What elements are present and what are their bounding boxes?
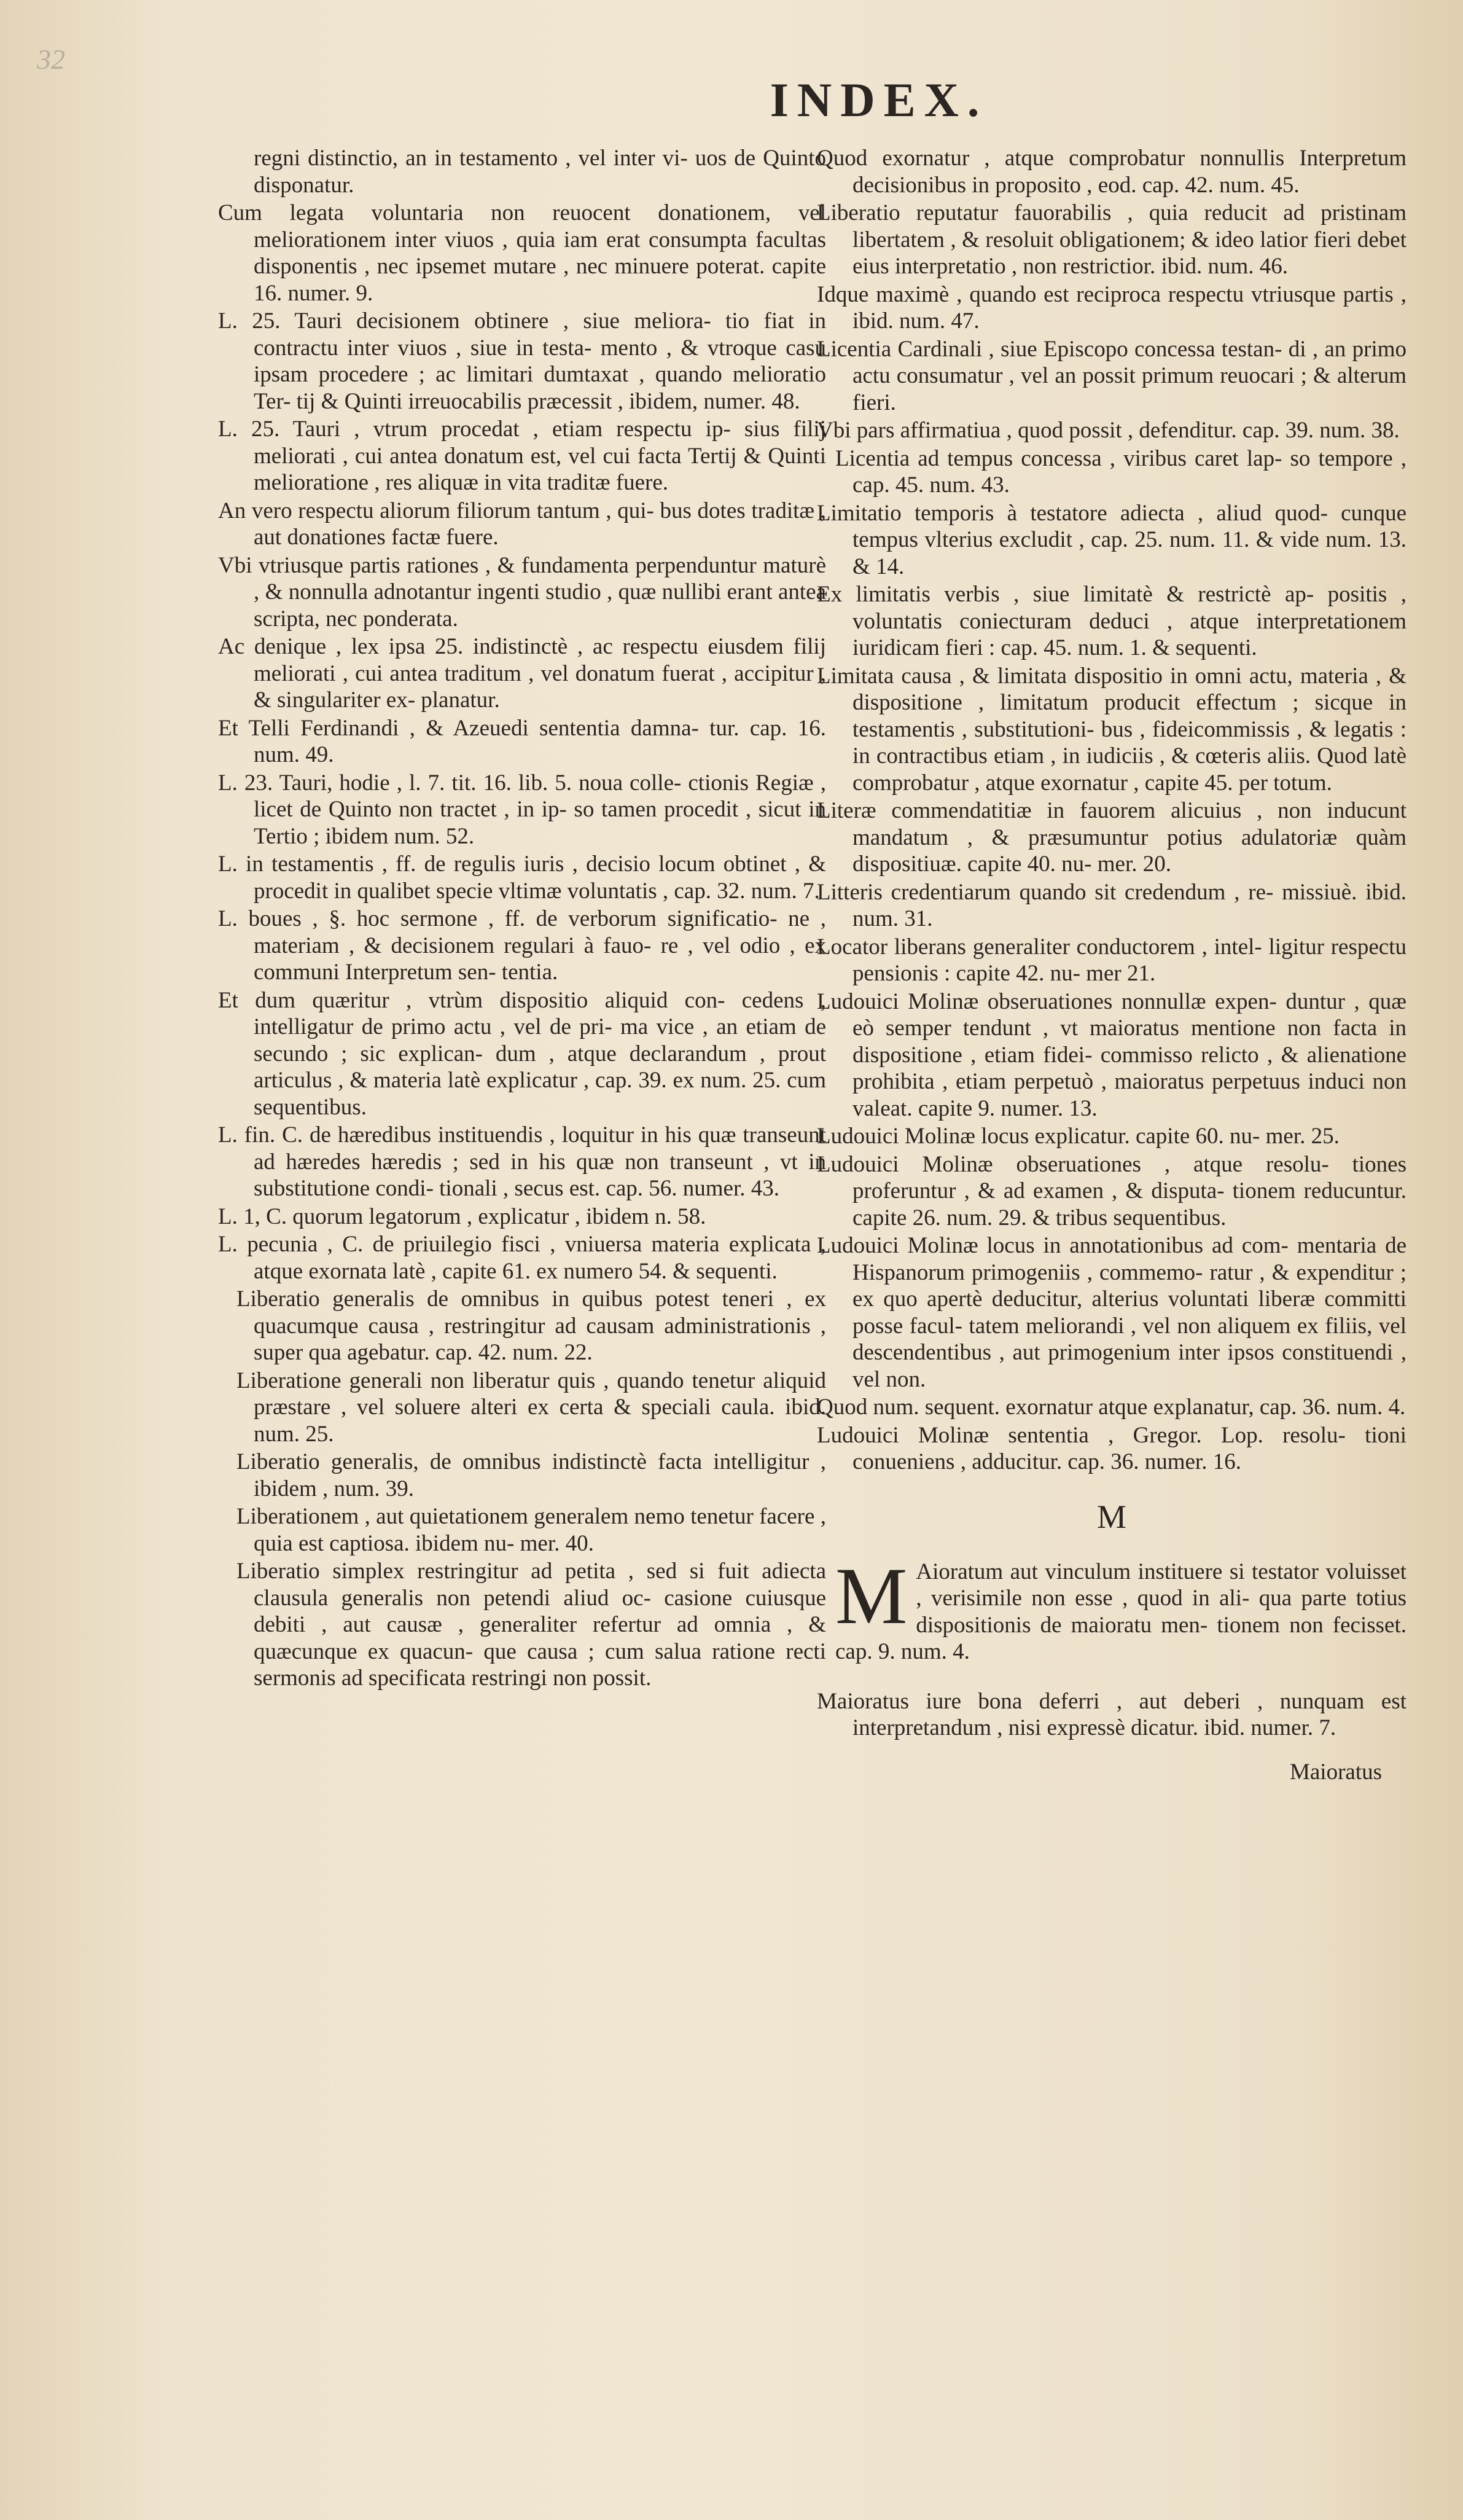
section-first-entry <box>817 1550 1406 1665</box>
index-entry: Licentia Cardinali , siue Episcopo concessa testan- di , an primo actu consumatur , vel an possit primum reuocari ; & alterum fieri. <box>817 336 1406 415</box>
index-entry: Ludouici Molinæ locus explicatur. capite 60. nu- mer. 25. <box>817 1124 1340 1149</box>
index-entry: Limitatio temporis à testatore adiecta , aliud quod- cunque tempus vlterius excludit , cap. 25. num. 11. & vide num. 13. & 14. <box>817 500 1406 579</box>
index-entry: Quod exornatur , atque comprobatur nonnullis Interpretum decisionibus in proposito , eod. cap. 42. num. 45. <box>817 146 1406 198</box>
index-entry: L. 23. Tauri, hodie , l. 7. tit. 16. lib. 5. noua colle- ctionis Regiæ , licet de Quinto non tractet , in ip- so tamen procedit , sicut in Tertio ; ibidem num. 52. <box>218 770 826 849</box>
index-entry: Vbi pars affirmatiua , quod possit , defenditur. cap. 39. num. 38. <box>817 418 1400 443</box>
index-entry: Ludouici Molinæ locus in annotationibus ad com- mentaria de Hispanorum primogeniis , commemo- ratur , & expenditur ; ex quo apertè deducitur, alterius voluntati liberæ committi posse facul- tatem meliorandi , vel non aliquem ex filiis, vel descendentibus , aut primogenium inter ipsos constituendi , vel non. <box>817 1233 1406 1392</box>
right-column <box>817 145 1406 1785</box>
index-entry: L. 25. Tauri , vtrum procedat , etiam respectu ip- sius filij meliorati , cui antea donatum est, vel cui facta Tertij & Quinti melioratione , res aliquæ in vita traditæ fuere. <box>218 417 826 495</box>
index-entry: Liberatio generalis, de omnibus indistinctè facta intelligitur , ibidem , num. 39. <box>236 1449 826 1501</box>
index-entry: Licentia ad tempus concessa , viribus caret lap- so tempore , cap. 45. num. 43. <box>835 445 1406 498</box>
index-entry: Liberatione generali non liberatur quis , quando tenetur aliquid præstare , vel soluere alteri ex certa & speciali caula. ibid. num. 25. <box>236 1368 826 1447</box>
index-entry: Cum legata voluntaria non reuocent donationem, vel meliorationem inter viuos , quia iam erat consumpta facultas disponentis , nec ipsemet mutare , nec minuere poterat. capite 16. numer. 9. <box>218 200 826 306</box>
index-entry: L. 1, C. quorum legatorum , explicatur , ibidem n. 58. <box>218 1203 706 1229</box>
index-entry: Ludouici Molinæ obseruationes nonnullæ expen- duntur , quæ eò semper tendunt , vt maioratus mentione non facta in dispositione , etiam fidei- commisso relicto , & alienatione prohibita , etiam perpetuò , maioratus perpetuus induci non valeat. capite 9. numer. 13. <box>817 988 1406 1121</box>
index-entry: L. fin. C. de hæredibus instituendis , loquitur in his quæ transeunt ad hæredes hæredis ; sed in his quæ non transeunt , vt in substitutione condi- tionali , secus est. cap. 56. numer. 43. <box>218 1122 826 1201</box>
index-entry: L. in testamentis , ff. de regulis iuris , decisio locum obtinet , & procedit in qualibet specie vltimæ voluntatis , cap. 32. num. 7. <box>218 851 826 904</box>
index-entry: Litteris credentiarum quando sit credendum , re- missiuè. ibid. num. 31. <box>817 879 1406 931</box>
index-entry: An vero respectu aliorum filiorum tantum , qui- bus dotes traditæ , aut donationes factæ fuere. <box>218 498 826 550</box>
index-entry: regni distinctio, an in testamento , vel inter vi- uos de Quinto disponatur. <box>254 146 826 198</box>
index-entry: Locator liberans generaliter conductorem , intel- ligitur respectu pensionis : capite 42. nu- mer 21. <box>817 934 1406 986</box>
running-head: INDEX. <box>770 73 988 127</box>
index-entry: Idque maximè , quando est reciproca respectu vtriusque partis , ibid. num. 47. <box>817 281 1406 334</box>
index-entry: Liberationem , aut quietationem generalem nemo tenetur facere , quia est captiosa. ibidem nu- mer. 40. <box>236 1504 826 1556</box>
index-entry: Quod num. sequent. exornatur atque explanatur, cap. 36. num. 4. <box>817 1395 1406 1420</box>
index-entry: Literæ commendatitiæ in fauorem alicuius , non inducunt mandatum , & præsumuntur potius adulatoriæ quàm dispositiuæ. capite 40. nu- mer. 20. <box>817 798 1406 877</box>
index-entry: L. boues , §. hoc sermone , ff. de verborum significatio- ne , materiam , & decisionem regulari à fauo- re , vel odio , ex communi Interpretum sen- tentia. <box>218 906 826 985</box>
index-entry: Ludouici Molinæ obseruationes , atque resolu- tiones proferuntur , & ad examen , & disputa- tionem reducuntur. capite 26. num. 29. & tribus sequentibus. <box>817 1151 1406 1231</box>
index-entry: Ludouici Molinæ sententia , Gregor. Lop. resolu- tioni conueniens , adducitur. cap. 36. numer. 16. <box>817 1422 1406 1474</box>
index-entry: Et dum quæritur , vtrùm dispositio aliquid con- cedens , intelligatur de primo actu , vel de pri- ma vice , an etiam de secundo ; sic explican- dum , atque declarandum , prout articulus , & materia latè explicatur , cap. 39. ex num. 25. cum sequentibus. <box>218 987 826 1120</box>
index-entry: Limitata causa , & limitata dispositio in omni actu, materia , & dispositione , limitatum producit effectum ; sicque in testamentis , substitutioni- bus , fideicommissis , & legatis : in contractibus etiam , in iudiciis , & cœteris aliis. Quod latè comprobatur , atque exornatur , capite 45. per totum. <box>817 663 1406 796</box>
index-entry: L. pecunia , C. de priuilegio fisci , vniuersa materia explicata , atque exornata latè , capite 61. ex numero 54. & sequenti. <box>218 1232 826 1284</box>
section-next-entry: Maioratus iure bona deferri , aut deberi , nunquam est interpretandum , nisi expressè dicatur. ibid. numer. 7. <box>817 1688 1406 1740</box>
index-entry: Liberatio simplex restringitur ad petita , sed si fuit adiecta clausula generalis non petendi aliud oc- casione cuiusque debiti , aut causæ , generaliter refertur ad omnia , & quæcunque ex quacun- que causa ; cum salua ratione recti sermonis ad specificata restringi non possit. <box>236 1559 826 1691</box>
index-entry: Et Telli Ferdinandi , & Azeuedi sententia damna- tur. cap. 16. num. 49. <box>218 715 826 767</box>
index-entry: Ac denique , lex ipsa 25. indistinctè , ac respectu eiusdem filij meliorati , cui antea traditum , vel donatum fuerat , accipitur , & singulariter ex- planatur. <box>218 634 826 713</box>
index-entry: Liberatio generalis de omnibus in quibus potest teneri , ex quacumque causa , restringitur ad causam administrationis , super qua agebatur. cap. 42. num. 22. <box>236 1286 826 1365</box>
section-first-text: Aioratum aut vinculum instituere si testator voluisset , verisimile non esse , quod in ali- qua parte totius dispositionis de maioratu men- tionem non fecisset. cap. 9. num. 4. <box>835 1559 1406 1664</box>
index-entry: Ex limitatis verbis , siue limitatè & restrictè ap- positis , voluntatis coniecturam deduci , atque interpretationem iuridicam fieri : cap. 45. num. 1. & sequenti. <box>817 582 1406 660</box>
drop-capital: M <box>835 1550 908 1641</box>
pencil-page-mark: 32 <box>37 44 65 75</box>
catchword: Maioratus <box>1289 1759 1382 1785</box>
section-letter-m: M <box>1096 1498 1126 1535</box>
index-entry: Vbi vtriusque partis rationes , & fundamenta perpenduntur maturè , & nonnulla adnotantur ingenti studio , quæ nullibi erant antea scripta, nec ponderata. <box>218 552 826 632</box>
index-entry: L. 25. Tauri decisionem obtinere , siue meliora- tio fiat in contractu inter viuos , siue in testa- mento , & vtroque casu ipsam procedere ; ac limitari dumtaxat , quando melioratio Ter- tij & Quinti irreuocabilis præcessit , ibidem, numer. 48. <box>218 308 826 414</box>
left-column <box>218 145 826 1693</box>
index-entry: Liberatio reputatur fauorabilis , quia reducit ad pristinam libertatem , & resoluit obligationem; & ideo latior fieri debet eius interpretatio , non restrictior. ibid. num. 46. <box>817 200 1406 279</box>
right-column-entries <box>817 145 1406 1476</box>
